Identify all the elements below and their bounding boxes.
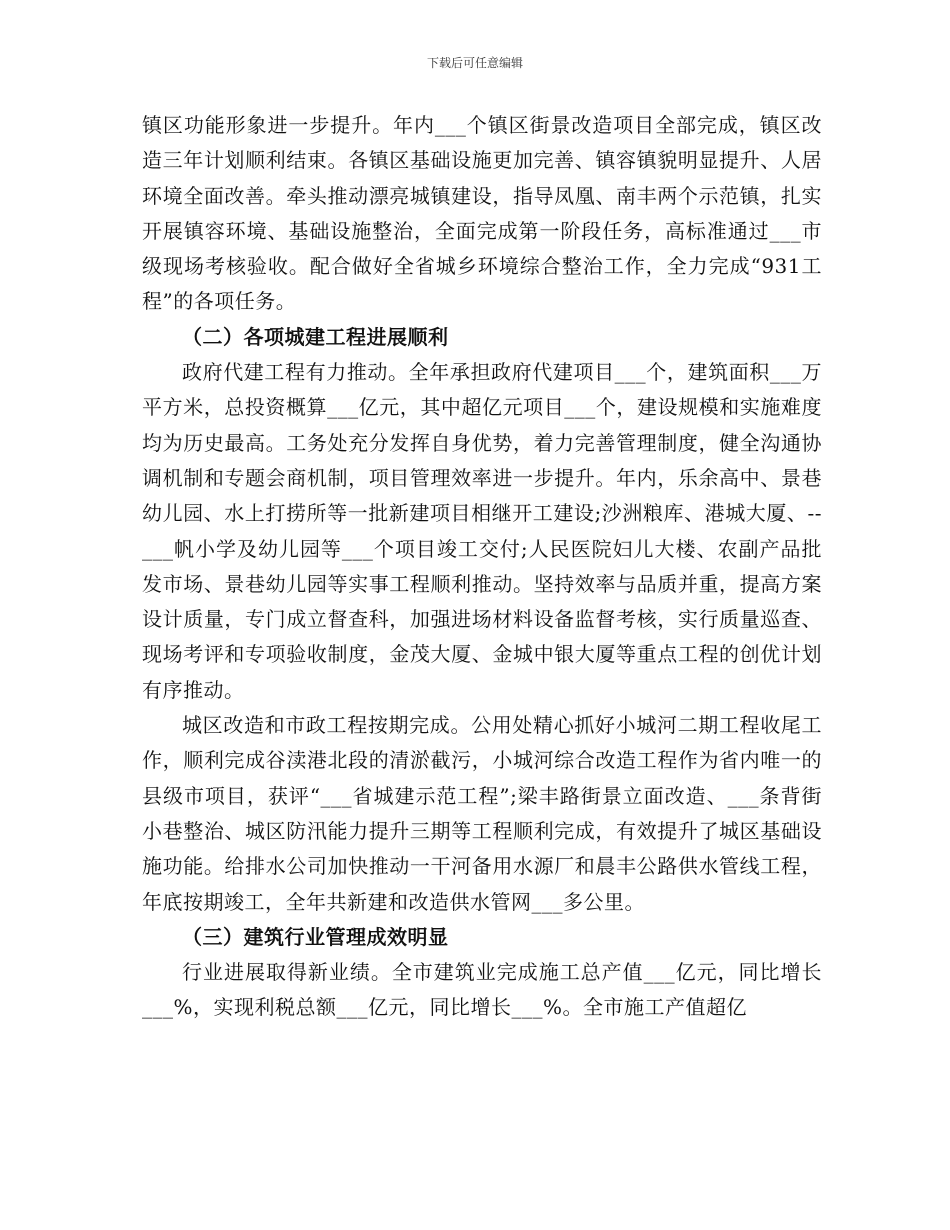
document-body	[142, 108, 822, 1026]
paragraph-urban-renovation: 城区改造和市政工程按期完成。公用处精心抓好小城河二期工程收尾工作，顺利完成谷渎港北段的清淤截污，小城河综合改造工程作为省内唯一的县级市项目，获评“___省城建示范工程”;梁丰路街景立面改造、___条背街小巷整治、城区防汛能力提升三期等工程顺利完成，有效提升了城区基础设施功能。给排水公司加快推动一干河备用水源厂和晨丰公路供水管线工程，年底按期竣工，全年共新建和改造供水管网___多公里。	[142, 713, 822, 914]
running-header: 下载后可任意编辑	[426, 56, 523, 70]
paragraph-town-image: 镇区功能形象进一步提升。年内___个镇区街景改造项目全部完成，镇区改造三年计划顺利结束。各镇区基础设施更加完善、镇容镇貌明显提升、人居环境全面改善。牵头推动漂亮城镇建设，指导凤凰、南丰两个示范镇，扎实开展镇容环境、基础设施整治，全面完成第一阶段任务，高标准通过___市级现场考核验收。配合做好全省城乡环境综合整治工作，全力完成“931工程”的各项任务。	[142, 113, 822, 314]
paragraph-government-projects: 政府代建工程有力推动。全年承担政府代建项目___个，建筑面积___万平方米，总投资概算___亿元，其中超亿元项目___个，建设规模和实施难度均为历史最高。工务处充分发挥自身优势，着力完善管理制度，健全沟通协调机制和专题会商机制，项目管理效率进一步提升。年内，乐余高中、景巷幼儿园、水上打捞所等一批新建项目相继开工建设;沙洲粮库、港城大厦、--___帆小学及幼儿园等___个项目竣工交付;人民医院妇儿大楼、农副产品批发市场、景巷幼儿园等实事工程顺利推动。坚持效率与品质并重，提高方案设计质量，专门成立督查科，加强进场材料设备监督考核，实行质量巡查、现场考评和专项验收制度，金茂大厦、金城中银大厦等重点工程的创优计划有序推动。	[142, 360, 822, 702]
section-heading-3: （三）建筑行业管理成效明显	[182, 924, 449, 949]
section-heading-2: （二）各项城建工程进展顺利	[182, 324, 449, 349]
paragraph-industry-development: 行业进展取得新业绩。全市建筑业完成施工总产值___亿元，同比增长___%，实现利税总额___亿元，同比增长___%。全市施工产值超亿	[142, 960, 822, 1020]
